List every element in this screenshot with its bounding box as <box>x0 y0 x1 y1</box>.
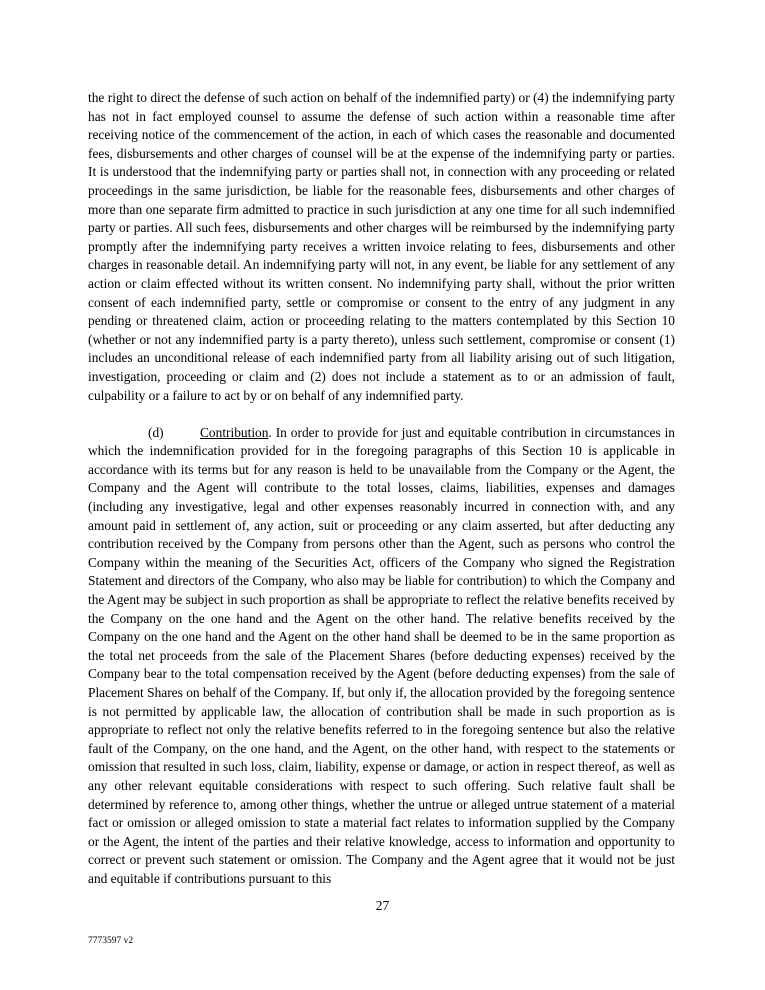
section-heading-punct: . <box>268 424 272 440</box>
section-text: In order to provide for just and equitable contribution in circumstances in which the indemnification provided for in the foregoing paragraphs of this Section 10 is applicable in accordance with its terms but for any reason is held to be unavailable from the Company or the Agent, the Company and the Agent will contribute to the total losses, claims, liabilities, expenses and damages (including any investigative, legal and other expenses reasonably incurred in connection with, and any amount paid in settlement of, any action, suit or proceeding or any claim asserted, but after deducting any contribution received by the Company from persons other than the Agent, such as persons who control the Company within the meaning of the Securities Act, officers of the Company who signed the Registration Statement and directors of the Company, who also may be liable for contribution) to which the Company and the Agent may be subject in such proportion as shall be appropriate to reflect the relative benefits received by the Company on the one hand and the Agent on the other hand. The relative benefits received by the Company on the one hand and the Agent on the other hand shall be deemed to be in the same proportion as the total net proceeds from the sale of the Placement Shares (before deducting expenses) received by the Company bear to the total compensation received by the Agent (before deducting expenses) from the sale of Placement Shares on behalf of the Company. If, but only if, the allocation provided by the foregoing sentence is not permitted by applicable law, the allocation of contribution shall be made in such proportion as is appropriate to reflect not only the relative benefits referred to in the foregoing sentence but also the relative fault of the Company, on the one hand, and the Agent, on the other hand, with respect to the statements or omission that resulted in such loss, claim, liability, expense or damage, or action in respect thereof, as well as any other relevant equitable considerations with respect to such offering. Such relative fault shall be determined by reference to, among other things, whether the untrue or alleged untrue statement of a material fact or omission or alleged omission to state a material fact relates to information supplied by the Company or the Agent, the intent of the parties and their relative knowledge, access to information and opportunity to correct or prevent such statement or omission. The Company and the Agent agree that it would not be just and equitable if contributions pursuant to this <box>88 424 675 886</box>
page-number: 27 <box>375 898 390 913</box>
document-body <box>88 89 675 889</box>
contribution-paragraph <box>88 424 675 889</box>
section-label: (d) <box>148 424 164 440</box>
continued-paragraph: the right to direct the defense of such action on behalf of the indemnified party) or (4) the indemnifying party has not in fact employed counsel to assume the defense of such action within a reasonable time after receiving notice of the commencement of the action, in each of which cases the reasonable and documented fees, disbursements and other charges of counsel will be at the expense of the indemnifying party or parties. It is understood that the indemnifying party or parties shall not, in connection with any proceeding or related proceedings in the same jurisdiction, be liable for the reasonable fees, disbursements and other charges of more than one separate firm admitted to practice in such jurisdiction at any one time for all such indemnified party or parties. All such fees, disbursements and other charges will be reimbursed by the indemnifying party promptly after the indemnifying party receives a written invoice relating to fees, disbursements and other charges in reasonable detail. An indemnifying party will not, in any event, be liable for any settlement of any action or claim effected without its written consent. No indemnifying party shall, without the prior written consent of each indemnified party, settle or compromise or consent to the entry of any judgment in any pending or threatened claim, action or proceeding relating to the matters contemplated by this Section 10 (whether or not any indemnified party is a party thereto), unless such settlement, compromise or consent (1) includes an unconditional release of each indemnified party from all liability arising out of such litigation, investigation, proceeding or claim and (2) does not include a statement as to or an admission of fault, culpability or a failure to act by or on behalf of any indemnified party. <box>88 90 675 403</box>
document-id: 7773597 v2 <box>88 936 134 946</box>
section-heading: Contribution <box>200 424 269 440</box>
